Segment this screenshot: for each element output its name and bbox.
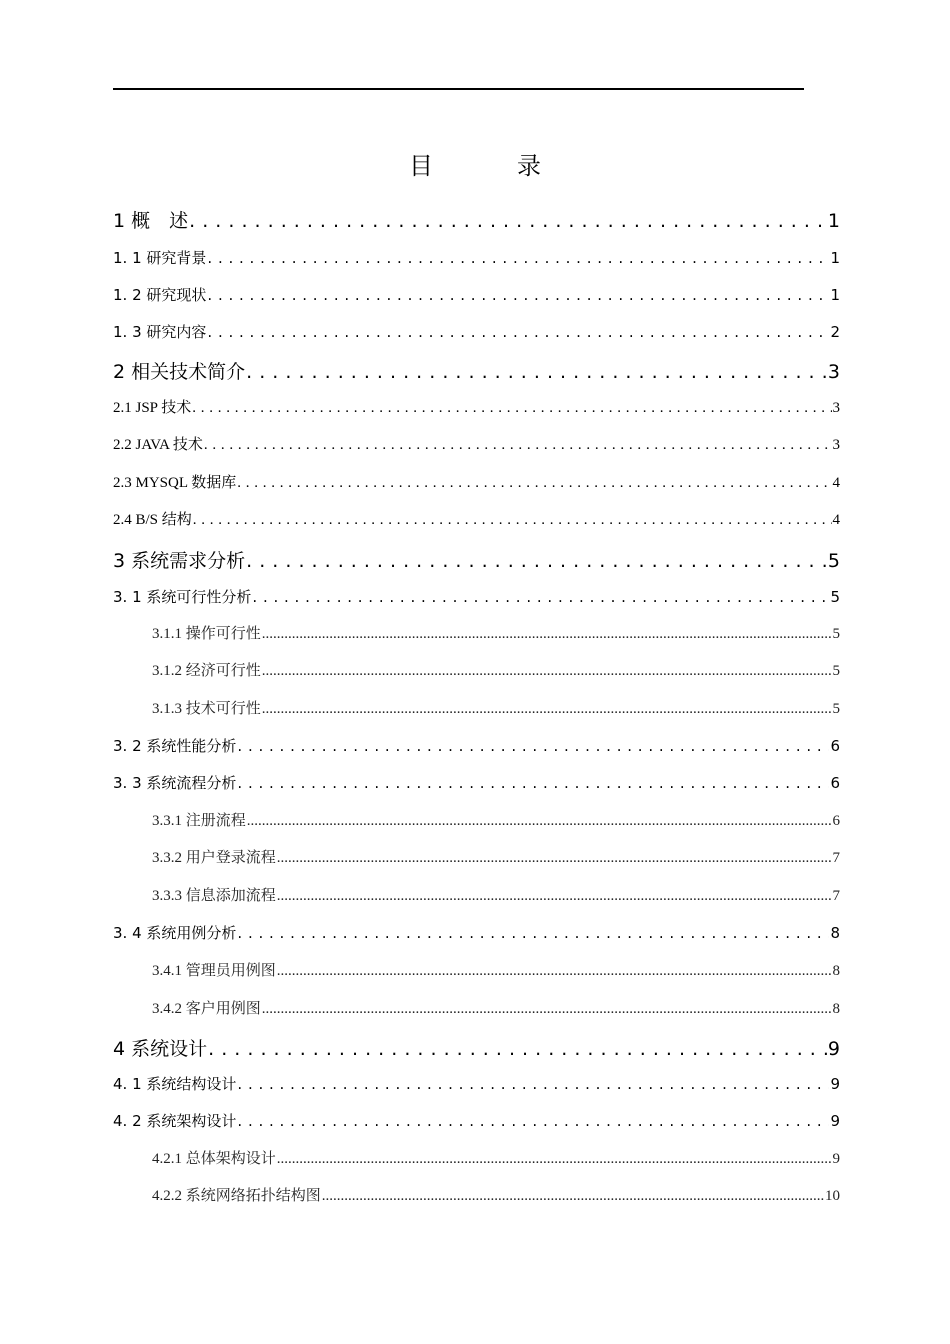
toc-entry-page: 3 (827, 361, 840, 383)
toc-entry[interactable] (113, 396, 840, 417)
toc-entry-label: 4.2.1 总体架构设计 (152, 1151, 276, 1167)
toc-leader-dots (208, 1038, 827, 1060)
toc-entry-label: 3.1.1 操作可行性 (152, 626, 261, 642)
toc-entry-page: 6 (830, 737, 840, 755)
toc-entry[interactable] (113, 1073, 840, 1094)
toc-leader-dots (322, 1188, 824, 1205)
toc-entry-label: 1. 1 研究背景 (113, 249, 207, 267)
toc-entry[interactable] (113, 1034, 840, 1061)
toc-leader-dots (207, 249, 829, 267)
toc-leader-dots (247, 813, 832, 830)
toc-entry[interactable] (152, 1184, 840, 1205)
toc-entry[interactable] (113, 247, 840, 268)
toc-entry[interactable] (152, 959, 840, 980)
toc-entry-label: 3. 4 系统用例分析 (113, 924, 237, 942)
toc-leader-dots (237, 1075, 829, 1093)
toc-entry-label: 2.3 MYSQL 数据库 (113, 475, 237, 491)
toc-entry-label: 2.2 JAVA 技术 (113, 437, 203, 453)
toc-entry[interactable] (113, 546, 840, 573)
toc-entry-page: 8 (830, 924, 840, 942)
toc-leader-dots (246, 361, 827, 383)
toc-entry-label: 3.4.1 管理员用例图 (152, 963, 276, 979)
toc-entry[interactable] (113, 1110, 840, 1131)
toc-entry-page: 4 (832, 475, 840, 491)
toc-leader-dots (262, 701, 832, 718)
toc-entry[interactable] (152, 1147, 840, 1168)
toc-entry-label: 2 相关技术简介 (113, 361, 246, 383)
toc-entry-label: 3. 2 系统性能分析 (113, 737, 237, 755)
toc-entry-label: 3.4.2 客户用例图 (152, 1001, 261, 1017)
toc-entry-page: 7 (832, 850, 840, 866)
page-title: 目 录 (409, 152, 571, 180)
toc-entry-label: 3.3.1 注册流程 (152, 813, 246, 829)
toc-entry-page: 5 (827, 550, 840, 572)
toc-entry[interactable] (152, 622, 840, 643)
toc-entry[interactable] (152, 809, 840, 830)
toc-entry[interactable] (113, 433, 840, 454)
toc-entry-page: 2 (830, 323, 840, 341)
toc-leader-dots (207, 323, 829, 341)
toc-leader-dots (207, 286, 829, 304)
toc-entry-page: 1 (827, 210, 840, 232)
toc-entry-page: 10 (825, 1188, 840, 1204)
toc-leader-dots (262, 663, 832, 680)
toc-entry-label: 3. 1 系统可行性分析 (113, 588, 252, 606)
toc-entry-page: 3 (832, 400, 840, 416)
toc-entry-label: 3.3.2 用户登录流程 (152, 850, 276, 866)
toc-leader-dots (193, 512, 832, 529)
toc-entry-label: 3.3.3 信息添加流程 (152, 888, 276, 904)
toc-leader-dots (252, 588, 829, 606)
toc-entry[interactable] (113, 508, 840, 529)
toc-entry[interactable] (113, 206, 840, 233)
toc-entry-label: 3.1.3 技术可行性 (152, 701, 261, 717)
toc-leader-dots (204, 437, 832, 454)
toc-entry-page: 5 (830, 588, 840, 606)
toc-entry-page: 1 (830, 286, 840, 304)
toc-leader-dots (192, 400, 831, 417)
toc-entry-page: 9 (827, 1038, 840, 1060)
toc-entry-page: 5 (832, 701, 840, 717)
toc-entry[interactable] (113, 471, 840, 492)
toc-entry-label: 4 系统设计 (113, 1038, 208, 1060)
toc-entry-label: 3.1.2 经济可行性 (152, 663, 261, 679)
toc-entry[interactable] (113, 357, 840, 384)
toc-entry-page: 1 (830, 249, 840, 267)
toc-entry[interactable] (113, 735, 840, 756)
toc-entry[interactable] (113, 321, 840, 342)
toc-entry-label: 3. 3 系统流程分析 (113, 774, 237, 792)
toc-entry[interactable] (113, 284, 840, 305)
toc-leader-dots (237, 1112, 829, 1130)
toc-entry-page: 6 (830, 774, 840, 792)
toc-entry[interactable] (152, 884, 840, 905)
toc-entry-label: 2.1 JSP 技术 (113, 400, 192, 416)
toc-entry[interactable] (152, 846, 840, 867)
toc-leader-dots (237, 475, 831, 492)
toc-leader-dots (277, 850, 832, 867)
toc-leader-dots (189, 210, 827, 232)
toc-leader-dots (246, 550, 827, 572)
toc-entry[interactable] (152, 659, 840, 680)
toc-entry-page: 8 (832, 963, 840, 979)
toc-entry-page: 5 (832, 626, 840, 642)
toc-entry-page: 3 (832, 437, 840, 453)
toc-entry-label: 3 系统需求分析 (113, 550, 246, 572)
toc-entry[interactable] (113, 922, 840, 943)
toc-leader-dots (277, 963, 832, 980)
toc-entry-label: 4. 1 系统结构设计 (113, 1075, 237, 1093)
toc-entry-page: 4 (832, 512, 840, 528)
toc-entry-page: 9 (830, 1112, 840, 1130)
toc-leader-dots (237, 774, 829, 792)
toc-entry-label: 1. 3 研究内容 (113, 323, 207, 341)
toc-entry-label: 1. 2 研究现状 (113, 286, 207, 304)
toc-entry-page: 7 (832, 888, 840, 904)
toc-entry-label: 4. 2 系统架构设计 (113, 1112, 237, 1130)
toc-entry-page: 6 (832, 813, 840, 829)
toc-entry-label: 1 概 述 (113, 210, 189, 232)
toc-entry[interactable] (113, 586, 840, 607)
toc-entry-page: 5 (832, 663, 840, 679)
toc-leader-dots (262, 626, 832, 643)
header-rule (113, 88, 804, 90)
toc-leader-dots (277, 1151, 832, 1168)
toc-leader-dots (237, 924, 829, 942)
toc-leader-dots (262, 1001, 832, 1018)
toc-entry-label: 4.2.2 系统网络拓扑结构图 (152, 1188, 321, 1204)
toc-entry-label: 2.4 B/S 结构 (113, 512, 192, 528)
toc-leader-dots (277, 888, 832, 905)
toc-entry-page: 9 (830, 1075, 840, 1093)
toc-entry[interactable] (113, 772, 840, 793)
toc-entry[interactable] (152, 697, 840, 718)
toc-leader-dots (237, 737, 829, 755)
toc-entry-page: 9 (832, 1151, 840, 1167)
toc-entry[interactable] (152, 997, 840, 1018)
toc-entry-page: 8 (832, 1001, 840, 1017)
